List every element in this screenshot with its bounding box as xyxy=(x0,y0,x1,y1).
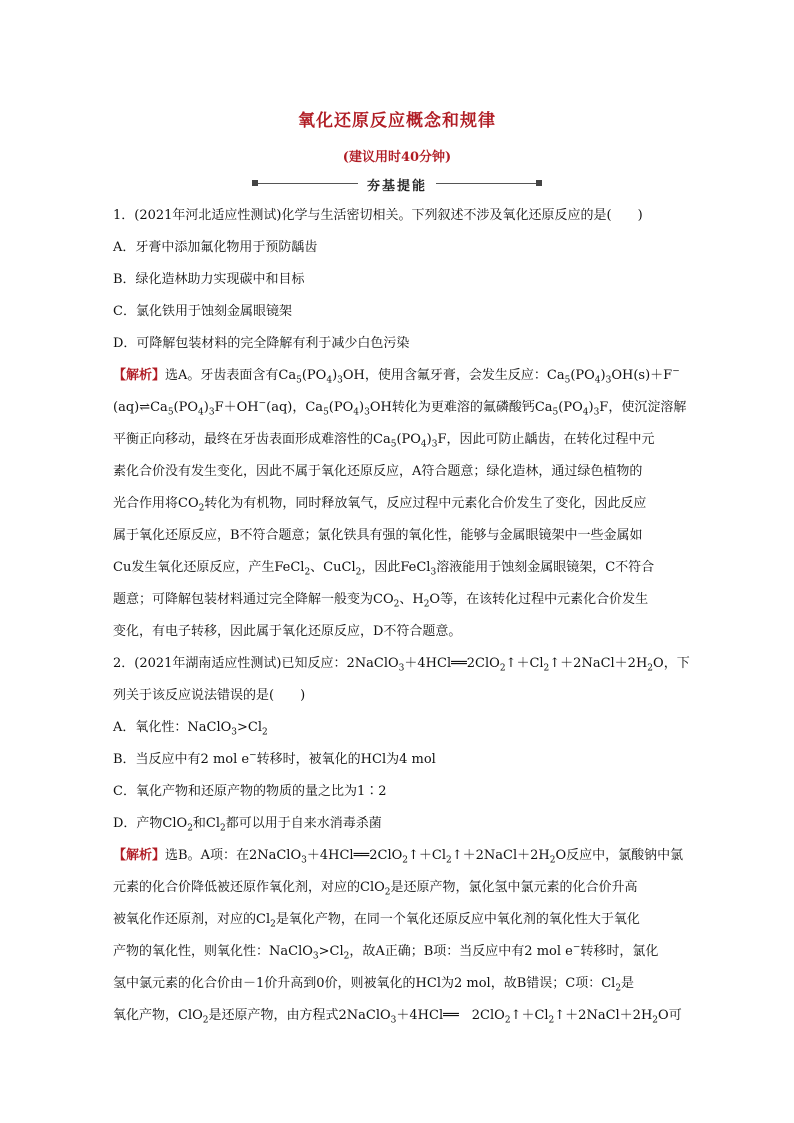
subscript: 3 xyxy=(208,407,215,418)
q1-answer-line-1 xyxy=(113,360,688,392)
subscript: 2 xyxy=(384,887,391,898)
subscript: 3 xyxy=(301,855,307,866)
subscript: 3 xyxy=(390,1015,397,1026)
subscript: 2 xyxy=(355,567,362,578)
subscript: 3 xyxy=(231,727,238,738)
subscript: 4 xyxy=(326,375,333,386)
q1-stem: 1．(2021年河北适应性测试)化学与生活密切相关。下列叙述不涉及氧化还原反应的是( ) xyxy=(113,208,643,223)
document-body xyxy=(113,200,688,1032)
subscript: 2 xyxy=(304,567,311,578)
q2-answer-line-4: 产物的氧化性，则氧化性：$NaClO_3>Cl_2$，故A正确；B项：当反应中有2 mol e−转移时，氯化 xyxy=(113,942,659,962)
subscript: 2 xyxy=(220,823,226,834)
q2-option-d: D．产物ClO$_2$和$Cl_2$都可以用于自来水消毒杀菌 xyxy=(113,816,382,834)
subscript: 2 xyxy=(652,1015,659,1026)
section-banner xyxy=(252,174,542,194)
banner-line-right xyxy=(436,183,536,184)
q2-answer-text: 选B。A项：在$2NaClO_3+4HCl══2ClO_2↑+Cl_2↑+2NaCl+2H_2O$反应中，氯酸钠中氯 xyxy=(165,848,684,866)
q2-option-c: C．氧化产物和还原产物的物质的量之比为1∶2 xyxy=(113,784,387,799)
q2-answer-line-6: 氧化产物，ClO$_2$是还原产物，由方程式2NaClO$_3$＋4HCl══ $2ClO_2↑+Cl_2↑+2NaCl+2H_2O$可 xyxy=(113,1008,682,1026)
subscript: 5 xyxy=(552,407,559,418)
q1-answer-line-7: Cu发生氧化还原反应，产生FeCl$_2$、CuCl$_2$，因此FeCl$_3$溶液能用于蚀刻金属眼镜架，C不符合 xyxy=(113,560,655,578)
superscript: − xyxy=(672,366,680,377)
q1-answer-line-2: $(aq)\rightleftharpoons Ca_5(PO_4)_3F+OH^-(aq)$，$Ca_5(PO_4)_3OH$转化为更难溶的氟磷酸钙$Ca_5(PO_4)_3F$，使沉淀溶解 xyxy=(113,398,687,418)
subscript: 2 xyxy=(423,599,430,610)
subscript: 2 xyxy=(393,599,400,610)
subscript: 3 xyxy=(364,407,370,418)
subscript: 5 xyxy=(167,407,174,418)
subscript: 2 xyxy=(343,951,350,962)
q2-option-b: B．当反应中有2 mol e−转移时，被氧化的HCl为4 mol xyxy=(113,750,436,767)
q1-answer-text: 选A。牙齿表面含有$Ca_5(PO_4)_3OH$，使用含氟牙膏，会发生反应：$Ca_5(PO_4)_3OH(s)+F^-$ xyxy=(165,366,680,386)
q1-answer-line-3: 平衡正向移动，最终在牙齿表面形成难溶性的$Ca_5(PO_4)_3F$，因此可防止龋齿，在转化过程中元 xyxy=(113,432,655,450)
subscript: 2 xyxy=(543,663,550,674)
subscript: 3 xyxy=(605,375,612,386)
superscript: − xyxy=(572,942,581,953)
subscript: 4 xyxy=(420,439,427,450)
subscript: 3 xyxy=(593,407,600,418)
subscript: 3 xyxy=(431,439,438,450)
jiexi-tag: 【解析】 xyxy=(113,848,166,863)
subscript: 4 xyxy=(198,407,204,418)
subscript: 5 xyxy=(296,375,302,386)
subscript: 2 xyxy=(262,727,268,738)
q1-answer-line-9: 变化，有电子转移，因此属于氧化还原反应，D不符合题意。 xyxy=(113,624,462,639)
q1-option-b: B．绿化造林助力实现碳中和目标 xyxy=(113,272,305,287)
q2-answer-line-2: 元素的化合价降低被还原作氧化剂，对应的ClO$_2$是还原产物，氯化氢中氯元素的化合价升高 xyxy=(113,880,638,898)
superscript: − xyxy=(258,398,267,409)
subscript: 3 xyxy=(398,663,405,674)
subscript: 2 xyxy=(402,855,408,866)
subscript: 4 xyxy=(582,407,589,418)
subscript: 4 xyxy=(353,407,360,418)
banner-dot-right xyxy=(536,180,542,186)
subscript: 2 xyxy=(187,823,193,834)
subscript: 4 xyxy=(594,375,601,386)
q1-answer-line-6: 属于氧化还原反应，B不符合题意；氯化铁具有强的氧化性，能够与金属眼镜架中一些金属如 xyxy=(113,528,643,543)
section-label: 夯基提能 xyxy=(366,179,427,194)
subscript: 3 xyxy=(430,567,437,578)
q2-answer-line-5: 氢中氯元素的化合价由－1价升高到0价，则被氧化的HCl为2 mol，故B错误；C项：$Cl_2$是 xyxy=(113,976,635,994)
superscript: − xyxy=(249,750,257,761)
subscript: 3 xyxy=(337,375,343,386)
subscript: 5 xyxy=(564,375,571,386)
q1-answer-line-8: 题意；可降解包装材料通过完全降解一般变为$CO_2$、$H_2O$等，在该转化过程中元素化合价发生 xyxy=(113,592,649,610)
subscript: 5 xyxy=(390,439,397,450)
subscript: 2 xyxy=(446,855,452,866)
q1-option-d: D．可降解包装材料的完全降解有利于减少白色污染 xyxy=(113,336,410,351)
subscript: 2 xyxy=(270,919,276,930)
q1-option-a: A．牙膏中添加氟化物用于预防龋齿 xyxy=(113,240,318,255)
page-subtitle: (建议用时40分钟) xyxy=(342,150,452,165)
subscript: 5 xyxy=(323,407,329,418)
page-title: 氧化还原反应概念和规律 xyxy=(298,111,496,131)
subscript: 3 xyxy=(312,951,319,962)
q1-option-c: C．氯化铁用于蚀刻金属眼镜架 xyxy=(113,304,292,319)
q1-answer-line-5: 光合作用将$CO_2$转化为有机物，同时释放氧气，反应过程中元素化合价发生了变化，因此反应 xyxy=(113,496,647,514)
subscript: 2 xyxy=(504,1015,511,1026)
subscript: 2 xyxy=(198,503,205,514)
subscript: 2 xyxy=(549,855,556,866)
subscript: 2 xyxy=(615,983,622,994)
jiexi-tag: 【解析】 xyxy=(113,368,166,383)
q1-answer-line-4: 素化合价没有发生变化，因此不属于氧化还原反应，A符合题意；绿化造林，通过绿色植物的 xyxy=(113,464,643,479)
q2-stem-line-1: 2．(2021年湖南适应性测试)已知反应：$2NaClO_3+4HCl══2ClO_2↑+Cl_2↑+2NaCl+2H_2O$，下 xyxy=(113,656,690,674)
subscript: 2 xyxy=(499,663,506,674)
subscript: 2 xyxy=(202,1015,209,1026)
q2-answer-line-3: 被氧化作还原剂，对应的$Cl_2$是氧化产物，在同一个氧化还原反应中氧化剂的氧化性大于氧化 xyxy=(113,912,640,930)
q2-answer-line-1 xyxy=(113,840,688,872)
subscript: 2 xyxy=(548,1015,555,1026)
q2-option-a: A．氧化性：$NaClO_3>Cl_2$ xyxy=(113,720,268,738)
q2-stem-line-2: 列关于该反应说法错误的是( ) xyxy=(113,688,306,703)
subscript: 2 xyxy=(647,663,654,674)
